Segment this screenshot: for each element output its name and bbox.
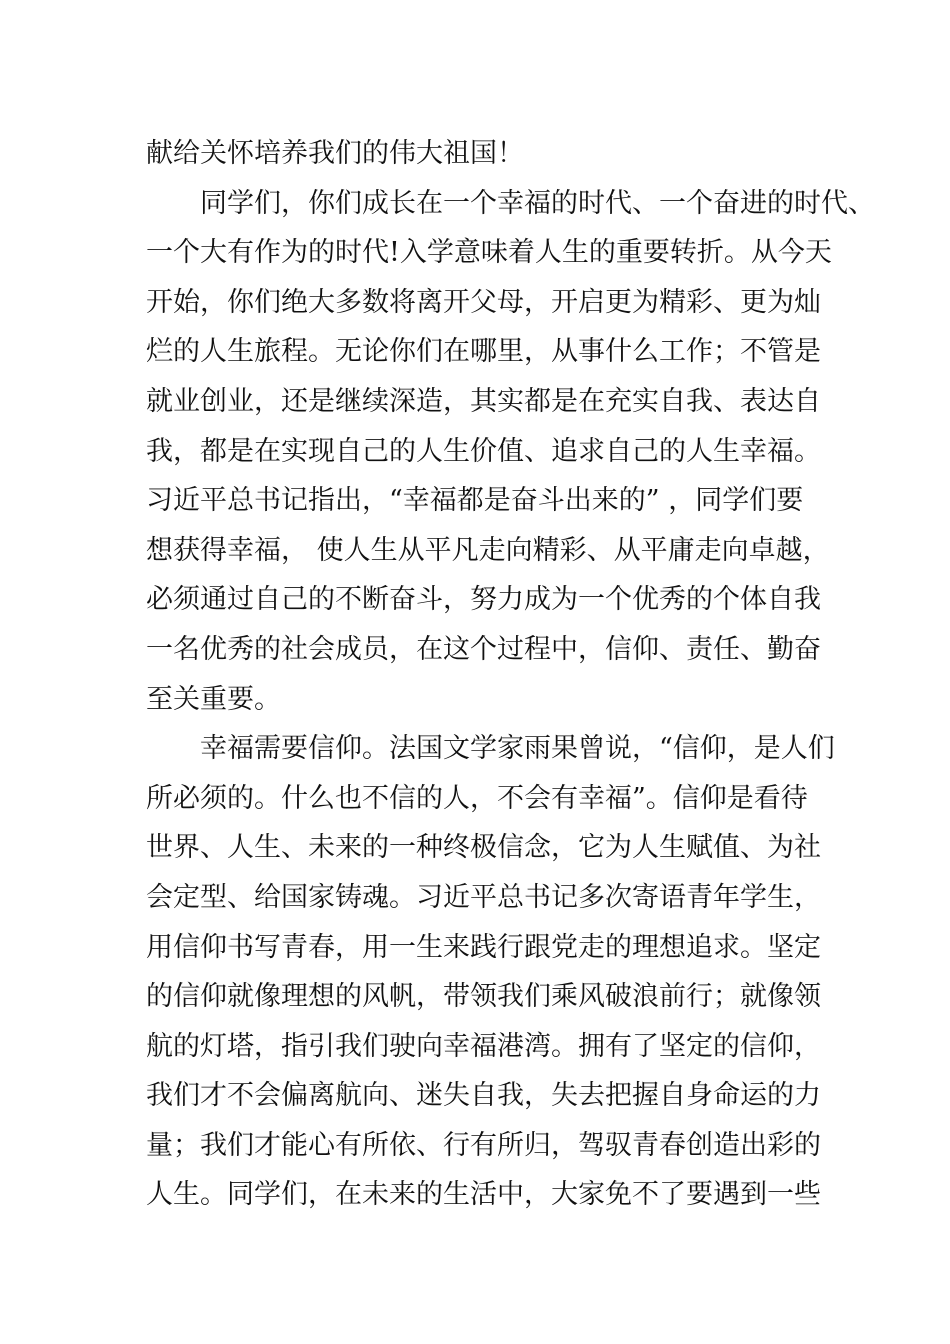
- text-line: 必须通过自己的不断奋斗，努力成为一个优秀的个体自我: [146, 584, 821, 616]
- text-line: 就业创业，还是继续深造，其实都是在充实自我、表达自: [146, 385, 821, 417]
- text-line: 至关重要。: [146, 683, 281, 715]
- text-line: 我，都是在实现自己的人生价值、追求自己的人生幸福。: [146, 435, 821, 467]
- text-line: 开始，你们绝大多数将离开父母，开启更为精彩、更为灿: [146, 286, 821, 318]
- text-line: 我们才不会偏离航向、迷失自我，失去把握自身命运的力: [146, 1080, 821, 1112]
- text-line: 一个大有作为的时代!入学意味着人生的重要转折。从今天: [146, 237, 832, 269]
- text-line: 的信仰就像理想的风帆，带领我们乘风破浪前行；就像领: [146, 981, 821, 1013]
- body-text: [146, 129, 875, 1220]
- text-line: 所必须的。什么也不信的人，不会有幸福”。信仰是看待: [146, 782, 808, 814]
- text-line: 会定型、给国家铸魂。习近平总书记多次寄语青年学生，: [146, 881, 821, 913]
- text-line: 同学们，你们成长在一个幸福的时代、一个奋进的时代、: [146, 187, 875, 219]
- text-line: 人生。同学们，在未来的生活中，大家免不了要遇到一些: [146, 1179, 821, 1211]
- text-line: 世界、人生、未来的一种终极信念，它为人生赋值、为社: [146, 832, 821, 864]
- text-line: 幸福需要信仰。法国文学家雨果曾说，“信仰，是人们: [146, 733, 835, 765]
- text-line: 量；我们才能心有所依、行有所归，驾驭青春创造出彩的: [146, 1129, 821, 1161]
- text-line: 献给关怀培养我们的伟大祖国！: [146, 138, 524, 169]
- text-line: 习近平总书记指出，“幸福都是奋斗出来的” ，同学们要: [146, 485, 804, 517]
- text-line: 一名优秀的社会成员，在这个过程中，信仰、责任、勤奋: [146, 633, 821, 665]
- text-line: 航的灯塔，指引我们驶向幸福港湾。拥有了坚定的信仰，: [146, 1030, 821, 1062]
- text-line: 用信仰书写青春，用一生来践行跟党走的理想追求。坚定: [146, 931, 821, 963]
- text-line: 烂的人生旅程。无论你们在哪里，从事什么工作；不管是: [146, 336, 821, 368]
- text-line: 想获得幸福， 使人生从平凡走向精彩、从平庸走向卓越，: [146, 534, 830, 566]
